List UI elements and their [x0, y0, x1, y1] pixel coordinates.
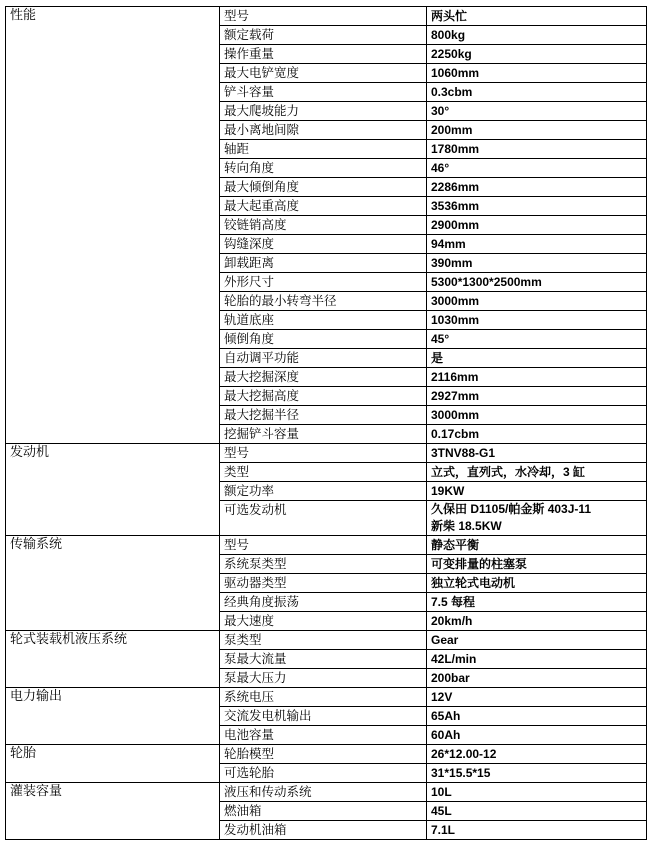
spec-value-cell: 5300*1300*2500mm: [427, 273, 647, 292]
spec-name-cell: 铲斗容量: [220, 83, 427, 102]
category-cell: 轮式装载机液压系统: [6, 631, 220, 688]
spec-name-cell: 最大爬坡能力: [220, 102, 427, 121]
spec-name-cell: 最大起重高度: [220, 197, 427, 216]
spec-name-cell: 自动调平功能: [220, 349, 427, 368]
spec-value-cell: 45L: [427, 802, 647, 821]
spec-value-cell: 2900mm: [427, 216, 647, 235]
spec-value-cell: 立式，直列式，水冷却，3 缸: [427, 463, 647, 482]
spec-value-cell: 是: [427, 349, 647, 368]
spec-value-cell: Gear: [427, 631, 647, 650]
spec-name-cell: 经典角度振荡: [220, 593, 427, 612]
spec-value-cell: 2927mm: [427, 387, 647, 406]
spec-name-cell: 可选轮胎: [220, 764, 427, 783]
spec-value-cell: 3000mm: [427, 406, 647, 425]
category-cell: 传输系统: [6, 536, 220, 631]
spec-name-cell: 轮胎的最小转弯半径: [220, 292, 427, 311]
spec-name-cell: 系统泵类型: [220, 555, 427, 574]
spec-value-cell: 3536mm: [427, 197, 647, 216]
spec-name-cell: 最大挖掘深度: [220, 368, 427, 387]
spec-value-cell: 12V: [427, 688, 647, 707]
table-row: [6, 783, 647, 802]
spec-name-cell: 最大挖掘高度: [220, 387, 427, 406]
category-cell: 灌装容量: [6, 783, 220, 840]
spec-value-cell: 94mm: [427, 235, 647, 254]
spec-value-cell: 2286mm: [427, 178, 647, 197]
spec-value-cell: 200bar: [427, 669, 647, 688]
table-row: [6, 631, 647, 650]
spec-name-cell: 型号: [220, 444, 427, 463]
spec-value-cell: 可变排量的柱塞泵: [427, 555, 647, 574]
spec-name-cell: 铰链销高度: [220, 216, 427, 235]
spec-name-cell: 驱动器类型: [220, 574, 427, 593]
spec-name-cell: 电池容量: [220, 726, 427, 745]
spec-value-cell: 两头忙: [427, 7, 647, 26]
spec-value-cell: 20km/h: [427, 612, 647, 631]
spec-table-body: [6, 7, 647, 840]
spec-value-cell: 3000mm: [427, 292, 647, 311]
category-cell: 电力输出: [6, 688, 220, 745]
spec-name-cell: 泵最大流量: [220, 650, 427, 669]
spec-value-cell: 30°: [427, 102, 647, 121]
table-row: [6, 688, 647, 707]
spec-name-cell: 最大倾倒角度: [220, 178, 427, 197]
spec-name-cell: 最大挖掘半径: [220, 406, 427, 425]
spec-value-cell: 45°: [427, 330, 647, 349]
spec-value-cell: 800kg: [427, 26, 647, 45]
category-cell: 轮胎: [6, 745, 220, 783]
table-row: [6, 536, 647, 555]
spec-value-cell: 10L: [427, 783, 647, 802]
spec-value-cell: 0.3cbm: [427, 83, 647, 102]
spec-name-cell: 额定功率: [220, 482, 427, 501]
spec-name-cell: 轴距: [220, 140, 427, 159]
table-row: [6, 745, 647, 764]
spec-value-cell: 7.5 每程: [427, 593, 647, 612]
category-cell: 发动机: [6, 444, 220, 536]
spec-name-cell: 最大电铲宽度: [220, 64, 427, 83]
spec-value-cell: 65Ah: [427, 707, 647, 726]
spec-value-cell: 独立轮式电动机: [427, 574, 647, 593]
spec-name-cell: 类型: [220, 463, 427, 482]
spec-value-cell: 2250kg: [427, 45, 647, 64]
spec-name-cell: 泵类型: [220, 631, 427, 650]
spec-name-cell: 泵最大压力: [220, 669, 427, 688]
spec-name-cell: 额定载荷: [220, 26, 427, 45]
spec-name-cell: 外形尺寸: [220, 273, 427, 292]
spec-value-cell: 1060mm: [427, 64, 647, 83]
spec-value-cell: 0.17cbm: [427, 425, 647, 444]
spec-name-cell: 型号: [220, 7, 427, 26]
spec-table: [5, 6, 647, 840]
spec-name-cell: 型号: [220, 536, 427, 555]
spec-value-cell: 7.1L: [427, 821, 647, 840]
spec-name-cell: 最大速度: [220, 612, 427, 631]
spec-value-cell: 2116mm: [427, 368, 647, 387]
spec-value-cell: 60Ah: [427, 726, 647, 745]
spec-name-cell: 卸载距离: [220, 254, 427, 273]
spec-value-cell: 31*15.5*15: [427, 764, 647, 783]
spec-name-cell: 钩缝深度: [220, 235, 427, 254]
spec-value-cell: 26*12.00-12: [427, 745, 647, 764]
spec-value-cell: 46°: [427, 159, 647, 178]
spec-value-cell: 200mm: [427, 121, 647, 140]
spec-name-cell: 系统电压: [220, 688, 427, 707]
spec-value-cell: 静态平衡: [427, 536, 647, 555]
spec-value-cell: 久保田 D1105/帕金斯 403J-11 新柴 18.5KW: [427, 501, 647, 536]
spec-name-cell: 操作重量: [220, 45, 427, 64]
spec-value-cell: 1780mm: [427, 140, 647, 159]
spec-value-cell: 3TNV88-G1: [427, 444, 647, 463]
spec-name-cell: 交流发电机输出: [220, 707, 427, 726]
spec-name-cell: 轨道底座: [220, 311, 427, 330]
spec-name-cell: 倾倒角度: [220, 330, 427, 349]
category-cell: 性能: [6, 7, 220, 444]
spec-value-cell: 42L/min: [427, 650, 647, 669]
spec-value-cell: 390mm: [427, 254, 647, 273]
spec-name-cell: 液压和传动系统: [220, 783, 427, 802]
spec-name-cell: 转向角度: [220, 159, 427, 178]
spec-name-cell: 最小离地间隙: [220, 121, 427, 140]
spec-value-cell: 1030mm: [427, 311, 647, 330]
spec-name-cell: 燃油箱: [220, 802, 427, 821]
spec-value-cell: 19KW: [427, 482, 647, 501]
table-row: [6, 7, 647, 26]
spec-name-cell: 挖掘铲斗容量: [220, 425, 427, 444]
table-row: [6, 444, 647, 463]
spec-name-cell: 轮胎模型: [220, 745, 427, 764]
spec-name-cell: 可选发动机: [220, 501, 427, 536]
spec-name-cell: 发动机油箱: [220, 821, 427, 840]
